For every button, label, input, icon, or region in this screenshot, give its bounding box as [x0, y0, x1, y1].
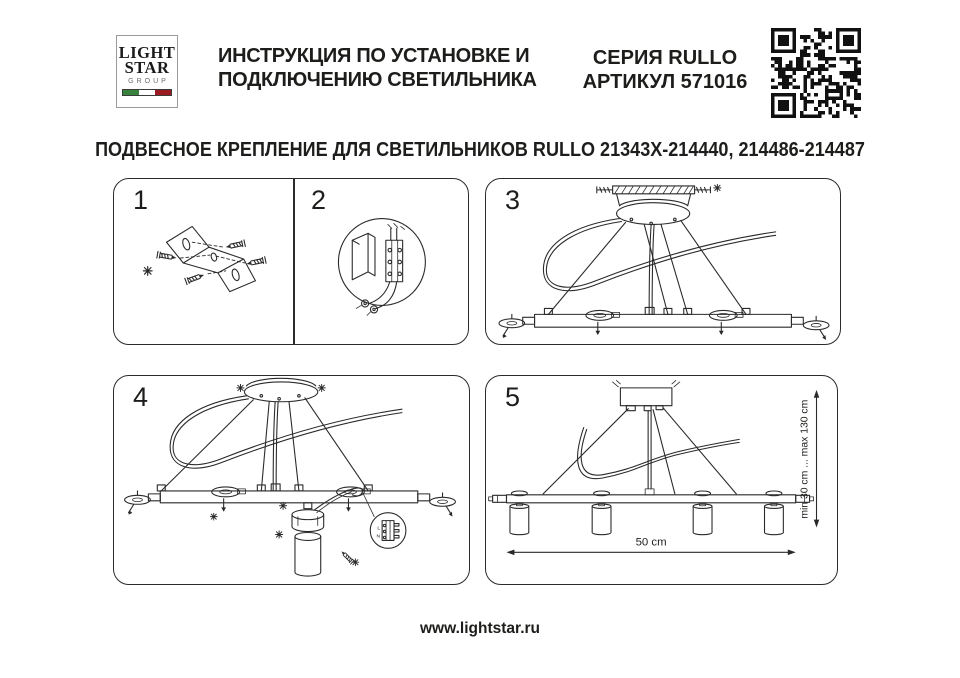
lightstar-logo	[116, 35, 178, 108]
panel-step-1-2	[113, 178, 469, 345]
series-label: СЕРИЯ RULLO	[592, 47, 738, 69]
shade-install-drawing	[114, 376, 469, 584]
step-4-number: 4	[133, 382, 149, 412]
final-assembly-drawing	[486, 376, 837, 584]
qr-code-icon	[771, 28, 861, 118]
width-dimension-label: 50 cm	[635, 536, 667, 549]
logo-word-light: LIGHT	[118, 43, 176, 62]
bracket-and-wiring-drawing	[114, 179, 468, 344]
wiring-detail-drawing	[338, 219, 425, 316]
page-title	[218, 44, 537, 92]
logo-word-star: STAR	[124, 58, 170, 77]
terminal-label-n: N	[376, 534, 381, 540]
terminal-detail-drawing	[370, 513, 406, 549]
series-block	[570, 46, 760, 94]
panel-step-3	[485, 178, 841, 345]
height-dimension	[800, 390, 820, 528]
step-2-number: 2	[311, 185, 327, 215]
lamp-shade-drawing	[276, 502, 359, 576]
suspension-assembly-drawing	[486, 179, 840, 344]
italy-flag-icon	[122, 89, 172, 96]
title-line-1: ИНСТРУКЦИЯ ПО УСТАНОВКЕ И	[218, 45, 530, 67]
title-line-2: ПОДКЛЮЧЕНИЮ СВЕТИЛЬНИКА	[218, 69, 537, 91]
height-dimension-label: min 30 cm ... max 130 cm	[799, 399, 811, 519]
footer	[0, 620, 960, 638]
terminal-label-l: L	[377, 526, 381, 532]
footer-url: www.lightstar.ru	[420, 620, 540, 637]
step-5-number: 5	[505, 382, 521, 412]
article-label: АРТИКУЛ 571016	[582, 71, 748, 93]
width-dimension	[506, 536, 795, 555]
step-1-number: 1	[133, 185, 149, 215]
mounting-bracket-drawing	[143, 226, 266, 291]
subtitle: ПОДВЕСНОЕ КРЕПЛЕНИЕ ДЛЯ СВЕТИЛЬНИКОВ RULLO 21343X-214440, 214486-214487	[95, 138, 865, 161]
logo-word-group: GROUP	[128, 78, 169, 85]
step-3-number: 3	[505, 185, 521, 215]
panel-step-5	[485, 375, 838, 585]
shades-row	[510, 503, 783, 535]
panel-step-4	[113, 375, 470, 585]
